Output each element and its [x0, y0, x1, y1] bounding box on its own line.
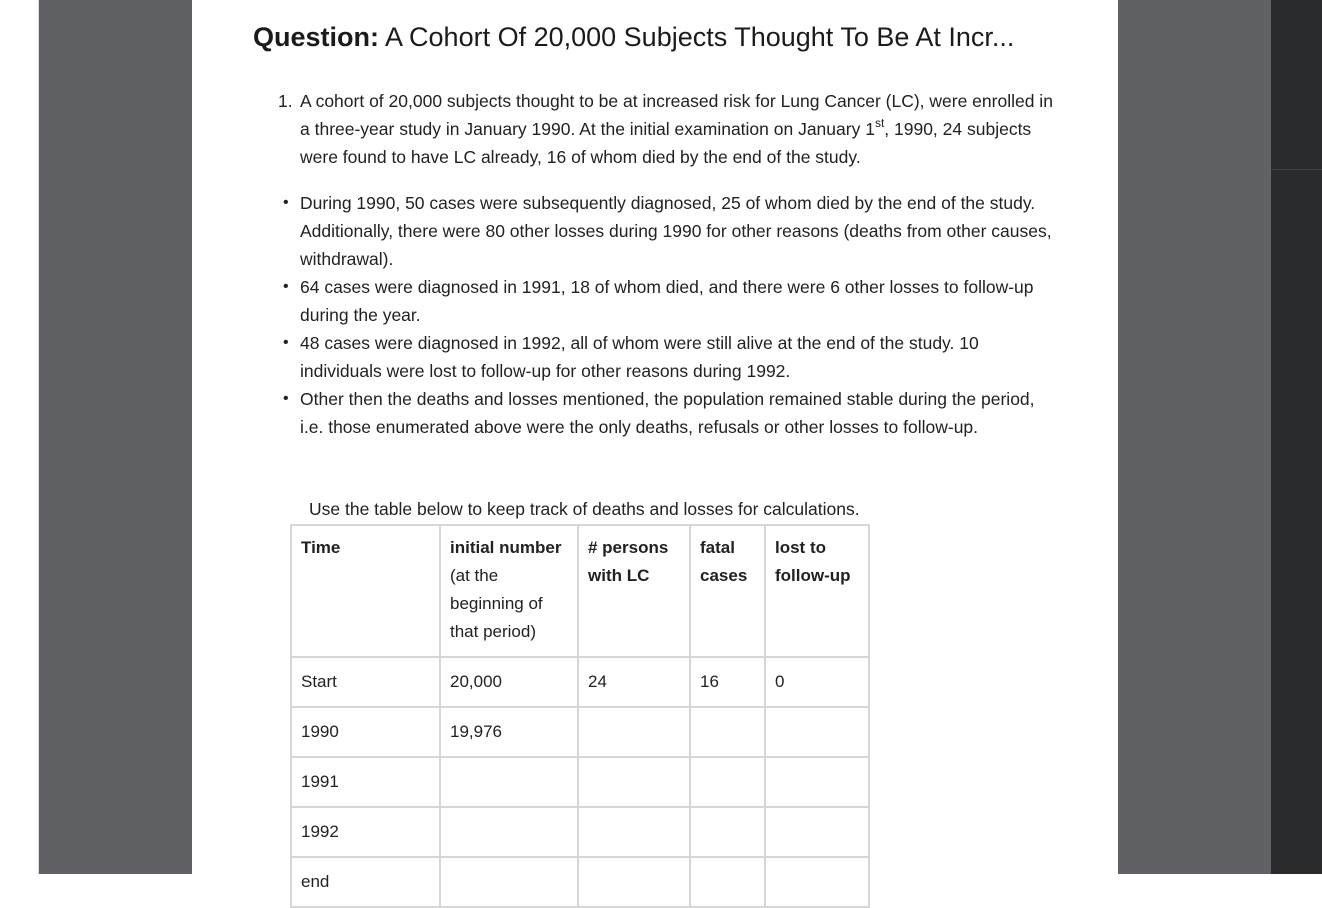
- header-lost-to-follow-up: lost to follow-up: [765, 525, 869, 657]
- cell-lost: [765, 857, 869, 907]
- header-time: Time: [291, 525, 440, 657]
- right-rail-divider: [1271, 169, 1322, 170]
- cell-initial: 20,000: [440, 657, 578, 707]
- cell-persons: [578, 707, 690, 757]
- problem-intro-superscript: st: [874, 116, 885, 130]
- table-row: [291, 757, 869, 807]
- cell-lost: [765, 807, 869, 857]
- cell-fatal: [690, 707, 765, 757]
- question-label: Question:: [253, 22, 379, 52]
- table-header-row: [291, 525, 869, 657]
- list-item: • Other then the deaths and losses mentioned, the population remained stable during the period, i.e. those enumerated above were the only deaths, refusals or other losses to follow-up.: [300, 385, 1060, 441]
- table-row: [291, 657, 869, 707]
- left-strip: [0, 0, 39, 874]
- list-item: • 64 cases were diagnosed in 1991, 18 of whom died, and there were 6 other losses to follow-up during the year.: [300, 273, 1060, 329]
- cell-time: 1990: [291, 707, 440, 757]
- cell-time: end: [291, 857, 440, 907]
- table-caption: Use the table below to keep track of deaths and losses for calculations.: [309, 499, 860, 519]
- header-fatal-cases: fatal cases: [690, 525, 765, 657]
- question-body: [278, 87, 1060, 441]
- cell-time: 1991: [291, 757, 440, 807]
- cell-initial: 19,976: [440, 707, 578, 757]
- cell-lost: [765, 707, 869, 757]
- cell-fatal: [690, 757, 765, 807]
- problem-intro-text-2: , 1990, 24 subjects were found to have LC already, 16 of whom died by the end of the study.: [300, 119, 1032, 167]
- problem-bullet-list: [300, 189, 1060, 441]
- cell-initial: [440, 807, 578, 857]
- table-row: [291, 857, 869, 907]
- cell-initial: [440, 857, 578, 907]
- header-persons-with-lc: # persons with LC: [578, 525, 690, 657]
- problem-intro-text-1: A cohort of 20,000 subjects thought to be at increased risk for Lung Cancer (LC), were enrolled in a three-year study in January 1990. At the initial examination on January 1: [300, 91, 1053, 139]
- cell-persons: [578, 857, 690, 907]
- cell-persons: [578, 807, 690, 857]
- problem-number: 1.: [278, 91, 293, 111]
- header-initial-number: [440, 525, 578, 657]
- cell-fatal: [690, 807, 765, 857]
- header-initial-bold: initial number: [450, 538, 562, 557]
- question-title: [253, 18, 1113, 56]
- list-item: • 48 cases were diagnosed in 1992, all of whom were still alive at the end of the study. 10 individuals were lost to follow-up for other reasons during 1992.: [300, 329, 1060, 385]
- question-page[interactable]: [192, 0, 1118, 891]
- right-sidebar-rail: [1271, 0, 1322, 874]
- table-row: [291, 807, 869, 857]
- cell-time: Start: [291, 657, 440, 707]
- table-row: [291, 707, 869, 757]
- list-item: • During 1990, 50 cases were subsequently diagnosed, 25 of whom died by the end of the study. Additionally, there were 80 other losses during 1990 for other reasons (deaths from other causes, withdrawal).: [300, 189, 1060, 273]
- cell-lost: [765, 757, 869, 807]
- question-title-text: A Cohort Of 20,000 Subjects Thought To Be At Incr...: [385, 22, 1015, 52]
- problem-intro: [278, 87, 1060, 171]
- tracking-table: [290, 524, 870, 908]
- cell-lost: 0: [765, 657, 869, 707]
- cell-persons: 24: [578, 657, 690, 707]
- cell-persons: [578, 757, 690, 807]
- cell-fatal: 16: [690, 657, 765, 707]
- header-initial-note: (at the beginning of that period): [450, 566, 543, 641]
- cell-initial: [440, 757, 578, 807]
- cell-fatal: [690, 857, 765, 907]
- cell-time: 1992: [291, 807, 440, 857]
